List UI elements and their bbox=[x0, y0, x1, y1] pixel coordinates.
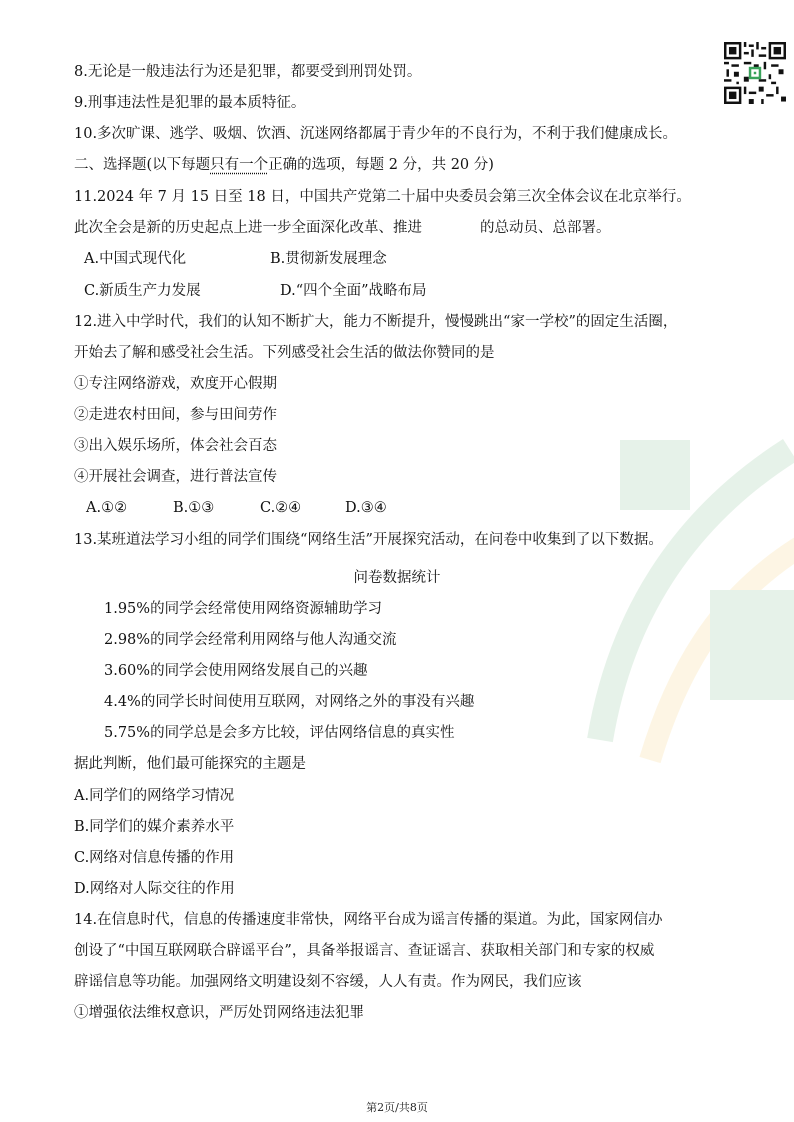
q12-stem: 12.进入中学时代，我们的认知不断扩大，能力不断提升，慢慢跳出“家一学校”的固定生活圈， bbox=[74, 314, 678, 330]
q12-statement-3: ③出入娱乐场所，体会社会百态 bbox=[74, 438, 277, 454]
q13-stem: 13.某班道法学习小组的同学们围绕“网络生活”开展探究活动，在问卷中收集到了以下数据。 bbox=[74, 532, 663, 548]
q13-data-2: 2.98%的同学会经常利用网络与他人沟通交流 bbox=[104, 632, 397, 648]
q14-stem: 创设了“中国互联网联合辟谣平台”，具备举报谣言、查证谣言、获取相关部门和专家的权威 bbox=[74, 943, 655, 959]
q12-stem: 开始去了解和感受社会生活。下列感受社会生活的做法你赞同的是 bbox=[74, 345, 495, 361]
q12-statement-1: ①专注网络游戏，欢度开心假期 bbox=[74, 376, 277, 392]
q11-option-c: C.新质生产力发展 bbox=[84, 283, 201, 299]
section-2-heading-part: 二、选择题(以下每题 bbox=[74, 157, 211, 173]
q14-stem: 14.在信息时代，信息的传播速度非常快，网络平台成为谣言传播的渠道。为此，国家网信办 bbox=[74, 912, 663, 928]
q11-option-d: D.“四个全面”战略布局 bbox=[280, 283, 427, 299]
q14-stem: 辟谣信息等功能。加强网络文明建设刻不容缓，人人有责。作为网民，我们应该 bbox=[74, 974, 582, 990]
q12-option-c: C.②④ bbox=[260, 500, 302, 516]
q11-option-b: B.贯彻新发展理念 bbox=[270, 251, 387, 267]
qr-code-image bbox=[724, 42, 786, 104]
q11-stem: 11.2024 年 7 月 15 日至 18 日，中国共产党第二十届中央委员会第三次全体会议在北京举行。 bbox=[74, 189, 691, 205]
q13-data-3: 3.60%的同学会使用网络发展自己的兴趣 bbox=[104, 663, 368, 679]
q12-option-b: B.①③ bbox=[173, 500, 215, 516]
emphasis-only-one: 只有一个 bbox=[210, 157, 269, 173]
q13-option-b: B.同学们的媒介素养水平 bbox=[74, 819, 235, 835]
section-2-heading-part: 正确的选项，每题 2 分，共 20 分) bbox=[268, 157, 494, 173]
statement-10: 10.多次旷课、逃学、吸烟、饮酒、沉迷网络都属于青少年的不良行为，不利于我们健康成长。 bbox=[74, 126, 678, 142]
section-2-heading bbox=[74, 155, 494, 175]
q12-statement-2: ②走进农村田间，参与田间劳作 bbox=[74, 407, 277, 423]
q13-option-a: A.同学们的网络学习情况 bbox=[74, 788, 235, 804]
q13-data-5: 5.75%的同学总是会多方比较，评估网络信息的真实性 bbox=[104, 725, 455, 741]
q11-stem: 此次全会是新的历史起点上进一步全面深化改革、推进 的总动员、总部署。 bbox=[74, 220, 611, 236]
q14-statement-1: ①增强依法维权意识，严厉处罚网络违法犯罪 bbox=[74, 1005, 364, 1021]
q12-statement-4: ④开展社会调查，进行普法宣传 bbox=[74, 469, 277, 485]
q13-question: 据此判断，他们最可能探究的主题是 bbox=[74, 756, 306, 772]
q12-option-a: A.①② bbox=[86, 500, 128, 516]
q11-option-a: A.中国式现代化 bbox=[84, 251, 187, 267]
statement-8: 8.无论是一般违法行为还是犯罪，都要受到刑罚处罚。 bbox=[74, 64, 422, 80]
q12-option-d: D.③④ bbox=[345, 500, 387, 516]
q13-data-4: 4.4%的同学长时间使用互联网，对网络之外的事没有兴趣 bbox=[104, 694, 475, 710]
q13-option-d: D.网络对人际交往的作用 bbox=[74, 881, 235, 897]
q13-data-1: 1.95%的同学会经常使用网络资源辅助学习 bbox=[104, 601, 383, 617]
statement-9: 9.刑事违法性是犯罪的最本质特征。 bbox=[74, 95, 306, 111]
q13-option-c: C.网络对信息传播的作用 bbox=[74, 850, 235, 866]
page-number: 第2页/共8页 bbox=[366, 1101, 428, 1114]
q13-table-title: 问卷数据统计 bbox=[353, 570, 441, 586]
